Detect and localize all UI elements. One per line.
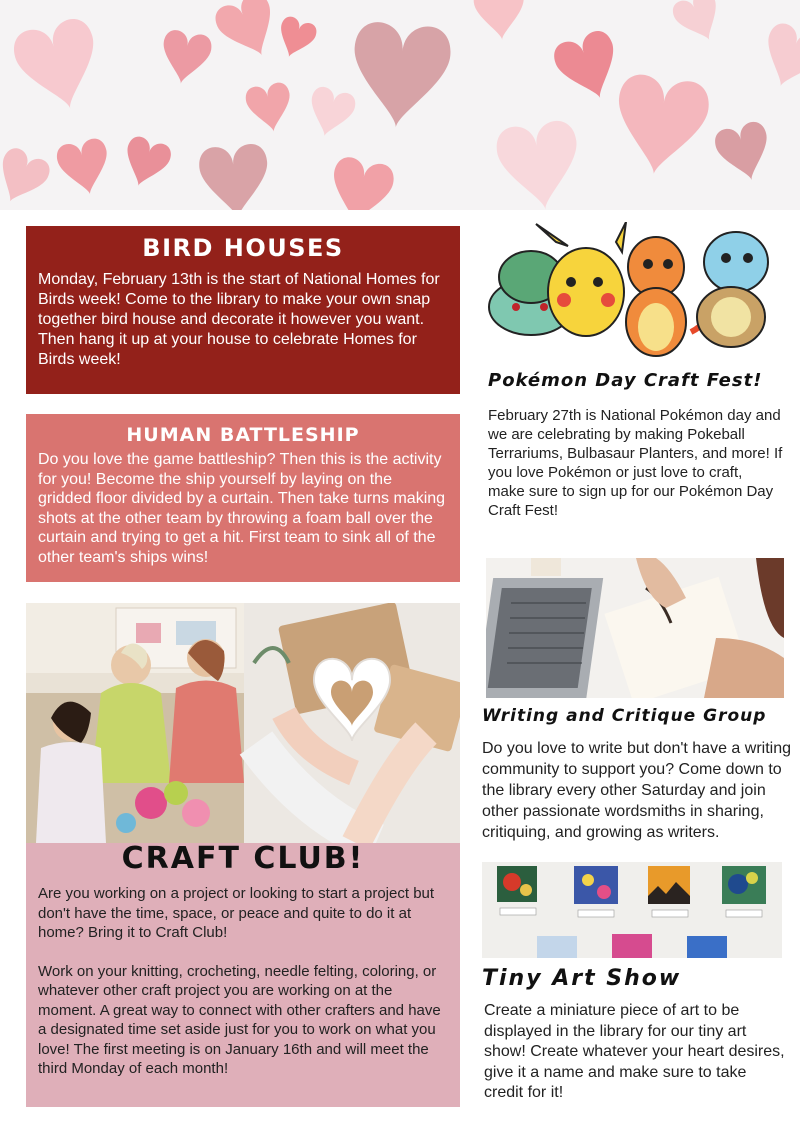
pokemon-text-block bbox=[488, 406, 783, 520]
hearts-banner bbox=[0, 0, 800, 210]
art-show-image bbox=[482, 862, 782, 958]
art-show-text: Create a miniature piece of art to be displayed in the library for our tiny art show! Create whatever your heart desires, give it a name and make sure to take credit for it! bbox=[484, 1002, 785, 1101]
pokemon-title-block bbox=[488, 370, 788, 391]
writing-title-block bbox=[482, 706, 792, 726]
craft-club-paragraph-1: Are you working on a project or looking to start a project but don't have the time, space, or peace and quite to do it at home? Bring it to Craft Club! bbox=[38, 885, 435, 941]
art-canvases-icon bbox=[482, 862, 782, 958]
laptop-notebook-icon bbox=[486, 558, 784, 698]
writing-image bbox=[486, 558, 784, 698]
writing-title: Writing and Critique Group bbox=[482, 706, 767, 726]
art-show-title-block bbox=[482, 966, 782, 991]
battleship-title: HUMAN BATTLESHIP bbox=[126, 424, 360, 446]
bird-houses-panel bbox=[26, 226, 460, 394]
craft-club-panel bbox=[26, 843, 460, 1107]
pokemon-characters-icon bbox=[486, 222, 776, 362]
craft-club-title: CRAFT CLUB! bbox=[121, 841, 365, 876]
writing-text: Do you love to write but don't have a writing community to support you? Come down to the library every other Saturday and join other passionate wordsmiths in sharing, critiquing, and growing as writers. bbox=[482, 740, 791, 841]
craft-club-photo bbox=[26, 603, 460, 843]
bird-houses-text: Monday, February 13th is the start of National Homes for Birds week! Come to the library to make your own snap together bird house and decorate it however you want. Then hang it up at your house to celebrate Homes for Birds week! bbox=[38, 271, 440, 368]
art-show-text-block bbox=[484, 1001, 789, 1104]
bird-houses-title: BIRD HOUSES bbox=[142, 234, 344, 262]
knitting-and-heart-frame-icon bbox=[26, 603, 460, 843]
pokemon-image bbox=[486, 222, 776, 362]
battleship-panel bbox=[26, 414, 460, 582]
battleship-text: Do you love the game battleship? Then this is the activity for you! Become the ship yourself by laying on the gridded floor divided by a curtain. Then take turns making shots at the other team by throwing a foam ball over the curtain and trying to get a hit. First team to sink all of the other team's ships wins! bbox=[38, 451, 446, 566]
writing-text-block bbox=[482, 738, 792, 843]
pokemon-title: Pokémon Day Craft Fest! bbox=[488, 370, 763, 391]
craft-club-paragraph-2: Work on your knitting, crocheting, needle felting, coloring, or whatever other craft project you are working on at the moment. A great way to connect with other crafters and have a designated time set aside just for you to work on what you love! The first meeting is on January 16th and will meet the third Monday of each month! bbox=[38, 962, 441, 1077]
pokemon-text: February 27th is National Pokémon day and we are celebrating by making Pokeball Terrariums, Bulbasaur Planters, and more! If you love Pokémon or just love to craft, make sure to sign up for our Pokémon Day Craft Fest! bbox=[488, 407, 783, 519]
art-show-title: Tiny Art Show bbox=[482, 966, 682, 991]
hearts-banner-icon bbox=[0, 0, 800, 210]
